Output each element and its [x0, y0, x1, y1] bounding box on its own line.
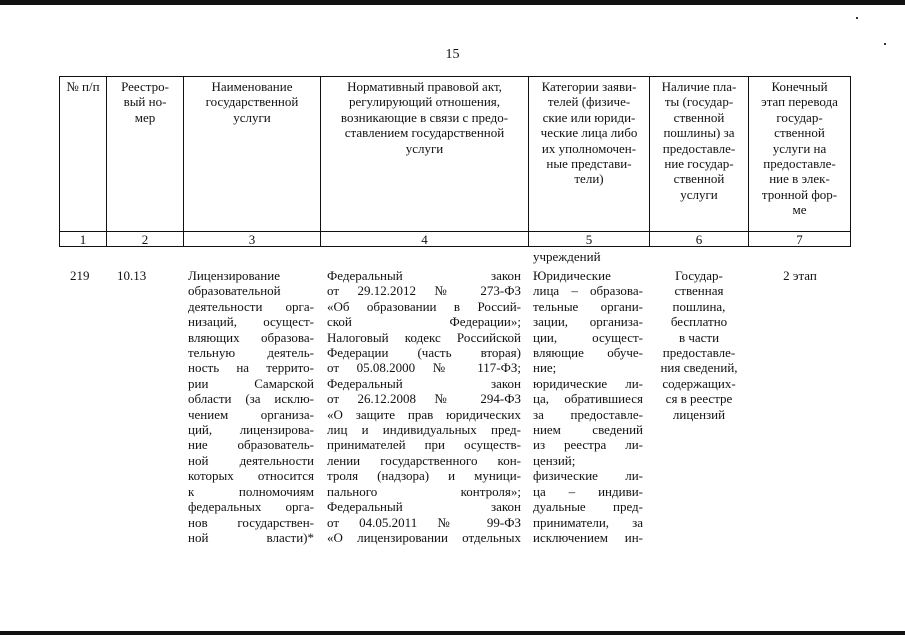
fee-line: в части	[678, 329, 720, 345]
scan-speck	[856, 17, 858, 19]
service-name-line: рии Самарской	[188, 375, 314, 391]
legal-acts-line: Налоговый кодекс Российской	[327, 329, 521, 345]
column-number: 3	[248, 232, 256, 247]
header-line: регулирующий отношения,	[348, 94, 501, 110]
service-name-line: чением организа-	[188, 406, 314, 422]
registry-number: 10.13	[117, 268, 147, 283]
legal-acts-line: «О защите прав юридических	[327, 406, 521, 422]
header-line: ственной	[774, 125, 825, 141]
header-line: № п/п	[66, 79, 100, 94]
legal-acts-line: лиц и индивидуальных пред-	[327, 422, 521, 438]
applicants-line: ца – индиви-	[533, 483, 643, 499]
header-line: тронной фор-	[761, 186, 838, 202]
service-name-cell	[188, 268, 314, 545]
legal-acts-line: от 29.12.2012 № 273-ФЗ	[327, 283, 521, 299]
header-line: услуги на	[772, 140, 827, 156]
legal-acts-line: «О лицензировании отдельных	[327, 529, 521, 545]
applicants-line: физические ли-	[533, 468, 643, 484]
carryover-text: учреждений	[533, 249, 601, 264]
applicants-line: зации, организа-	[533, 314, 643, 330]
header-line: государ-	[776, 109, 823, 125]
applicants-cell	[533, 268, 643, 545]
service-name-line: деятельности орга-	[188, 298, 314, 314]
header-col-4	[321, 79, 528, 156]
column-number: 7	[796, 232, 803, 247]
applicants-line: юридические ли-	[533, 375, 643, 391]
applicants-line: дуальные пред-	[533, 499, 643, 515]
header-line: Категории заяви-	[541, 79, 637, 94]
header-line: телей (физиче-	[547, 94, 631, 110]
column-divider	[59, 76, 60, 247]
column-number: 2	[141, 232, 149, 247]
header-line: Конечный	[771, 79, 828, 94]
header-col-6	[650, 79, 748, 202]
service-name-line: федеральных орга-	[188, 499, 314, 515]
service-name-line: низаций, осущест-	[188, 314, 314, 330]
applicants-line: исключением ин-	[533, 529, 643, 545]
page-number: 15	[445, 47, 460, 62]
legal-acts-line: ской Федерации»;	[327, 314, 521, 330]
header-col-3	[184, 79, 320, 125]
legal-acts-line: принимателей при осуществ-	[327, 437, 521, 453]
header-col-1	[60, 79, 106, 94]
service-name-line: ность на террито-	[188, 360, 314, 376]
service-name-line: образовательной	[188, 283, 281, 299]
row-index: 219	[70, 268, 90, 283]
header-line: Наименование	[211, 79, 293, 94]
header-line: Реестро-	[121, 79, 169, 94]
header-col-2	[107, 79, 183, 125]
legal-acts-line: троля (надзора) и муници-	[327, 468, 521, 484]
header-line: тели)	[574, 171, 604, 187]
applicants-line: ца, обратившиеся	[533, 391, 643, 407]
service-name-line: ной деятельности	[188, 452, 314, 468]
applicants-line: за предоставле-	[533, 406, 643, 422]
header-line: ческие лица либо	[540, 125, 638, 141]
legal-acts-line: лении государственного кон-	[327, 452, 521, 468]
scan-speck	[884, 43, 886, 45]
header-col-7	[749, 79, 850, 218]
fee-line: ся в реестре	[665, 391, 733, 407]
applicants-line: нием сведений	[533, 422, 643, 438]
service-name-line: нов государствен-	[188, 514, 314, 530]
table-top-line	[59, 76, 851, 77]
service-name-line: ций, лицензирова-	[188, 422, 314, 438]
fee-line: Государ-	[675, 268, 723, 283]
legal-acts-line: от 26.12.2008 № 294-ФЗ	[327, 391, 521, 407]
header-line: государственной	[205, 94, 299, 110]
applicants-line: ние;	[533, 360, 557, 376]
header-line: ты (государ-	[664, 94, 734, 110]
header-line: предоставле-	[763, 156, 836, 172]
column-number: 1	[79, 232, 87, 247]
fee-line: ния сведений,	[660, 360, 738, 376]
legal-acts-line: Федерации (часть вторая)	[327, 345, 521, 361]
column-number: 6	[695, 232, 703, 247]
column-number: 4	[421, 232, 428, 247]
header-line: ственной	[673, 109, 725, 125]
header-line: ские или юриди-	[542, 109, 636, 125]
fee-line: лицензий	[672, 406, 726, 422]
header-col-5	[529, 79, 649, 187]
legal-acts-line: от 04.05.2011 № 99-ФЗ	[327, 514, 521, 530]
header-line: ме	[792, 202, 807, 218]
bottom-border-rule	[0, 631, 905, 635]
service-name-line: которых относится	[188, 468, 314, 484]
header-line: вый но-	[123, 94, 167, 110]
applicants-line: Юридические	[533, 268, 611, 283]
header-line: ние государ-	[664, 156, 734, 172]
legal-acts-line: Федеральный закон	[327, 375, 521, 391]
header-line: предоставле-	[662, 140, 736, 156]
header-line: пошлины) за	[663, 125, 735, 141]
header-line: Нормативный правовой акт,	[347, 79, 502, 94]
column-divider	[850, 76, 851, 247]
legal-acts-line: от 05.08.2000 № 117-ФЗ;	[327, 360, 521, 376]
service-name-line: ной власти)*	[188, 529, 314, 545]
top-border-rule	[0, 0, 905, 5]
header-line: Наличие пла-	[661, 79, 737, 94]
legal-acts-line: Федеральный закон	[327, 499, 521, 515]
header-line: ные представи-	[546, 156, 632, 172]
column-number: 5	[585, 232, 593, 247]
header-line: ственной	[673, 171, 725, 187]
header-line: услуги	[680, 186, 718, 202]
applicants-line: цензий;	[533, 452, 576, 468]
service-name-line: области (за исклю-	[188, 391, 314, 407]
fee-line: ственная	[674, 283, 724, 299]
applicants-line: вляющие обуче-	[533, 345, 643, 361]
fee-line: пошлина,	[672, 298, 726, 314]
header-line: ставлением государственной	[344, 125, 505, 141]
stage-cell: 2 этап	[783, 268, 817, 283]
fee-line: предоставле-	[662, 345, 736, 361]
header-line: их уполномочен-	[541, 140, 637, 156]
applicants-line: ции, осущест-	[533, 329, 643, 345]
applicants-line: тельные органи-	[533, 298, 643, 314]
header-line: услуги	[405, 140, 444, 156]
applicants-line: приниматели, за	[533, 514, 643, 530]
header-line: возникающие в связи с предо-	[340, 109, 509, 125]
service-name-line: тельную деятель-	[188, 345, 314, 361]
service-name-line: Лицензирование	[188, 268, 280, 283]
applicants-line: лица – образова-	[533, 283, 643, 299]
fee-line: бесплатно	[670, 314, 728, 330]
legal-acts-line: Федеральный закон	[327, 268, 521, 283]
header-line: мер	[134, 109, 156, 125]
service-name-line: ние образователь-	[188, 437, 314, 453]
legal-acts-line: «Об образовании в Россий-	[327, 298, 521, 314]
service-name-line: к полномочиям	[188, 483, 314, 499]
applicants-line: из реестра ли-	[533, 437, 643, 453]
fee-cell	[652, 268, 746, 422]
service-name-line: вляющих образова-	[188, 329, 314, 345]
header-line: ние в элек-	[769, 171, 830, 187]
header-line: этап перевода	[761, 94, 838, 110]
fee-line: содержащих-	[662, 375, 736, 391]
legal-acts-line: пального контроля»;	[327, 483, 521, 499]
header-line: услуги	[233, 109, 271, 125]
legal-acts-cell	[327, 268, 521, 545]
